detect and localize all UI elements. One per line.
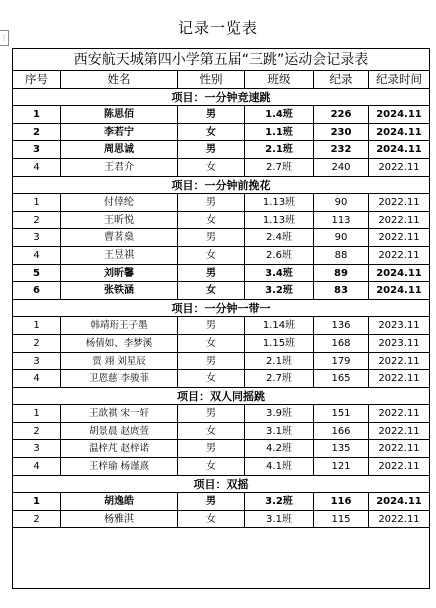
cell-class: 2.4班 [244, 229, 313, 246]
header-name: 姓名 [60, 71, 177, 88]
cell-gender: 男 [177, 353, 244, 370]
table-header-row [13, 71, 429, 89]
cell-no: 3 [33, 443, 40, 455]
cell-gender: 男 [177, 440, 244, 457]
cell-no: 3 [33, 144, 40, 156]
cell-gender: 男 [177, 405, 244, 422]
table-row [13, 247, 429, 265]
cell-name: 温梓芃 赵梓诺 [60, 440, 177, 457]
cell-class: 1.14班 [244, 317, 313, 334]
cell-gender: 男 [177, 265, 244, 282]
cell-class: 3.1班 [244, 511, 313, 528]
cell-time: 2022.11 [368, 370, 429, 387]
cell-gender: 男 [177, 194, 244, 211]
cell-gender: 女 [177, 159, 244, 176]
cell-time: 2022.11 [368, 212, 429, 229]
cell-class: 1.1班 [244, 124, 313, 141]
table-row [13, 229, 429, 247]
cell-name: 李若宁 [60, 124, 177, 141]
cell-record: 115 [313, 511, 368, 528]
cell-gender: 男 [177, 229, 244, 246]
header-record: 纪录 [313, 71, 368, 88]
empty-area [13, 528, 429, 608]
cell-record: 90 [313, 194, 368, 211]
cell-no: 2 [33, 513, 40, 525]
cell-record: 151 [313, 405, 368, 422]
cell-record: 168 [313, 335, 368, 352]
cell-name: 王梓瑜 杨谨熹 [60, 458, 177, 475]
cell-class: 3.2班 [244, 282, 313, 299]
cell-name: 胡逸皓 [60, 493, 177, 510]
cell-record: 116 [313, 493, 368, 510]
cell-name: 刘昕馨 [60, 265, 177, 282]
header-class: 班级 [244, 71, 313, 88]
cell-name: 王君介 [60, 159, 177, 176]
section-title: 项目：双人同摇跳 [13, 388, 429, 406]
cell-time: 2024.11 [368, 141, 429, 158]
table-row [13, 212, 429, 230]
cell-time: 2024.11 [368, 493, 429, 510]
cell-no: 3 [33, 232, 40, 244]
table-row [13, 353, 429, 371]
cell-record: 179 [313, 353, 368, 370]
cell-no: 1 [33, 320, 40, 332]
cell-record: 136 [313, 317, 368, 334]
cell-class: 2.1班 [244, 141, 313, 158]
cell-gender: 女 [177, 247, 244, 264]
table-row [13, 265, 429, 283]
cell-record: 166 [313, 423, 368, 440]
cell-time: 2022.11 [368, 229, 429, 246]
cell-time: 2024.11 [368, 265, 429, 282]
cell-record: 89 [313, 265, 368, 282]
section-title: 项目：一分钟竞速跳 [13, 89, 429, 107]
cell-gender: 女 [177, 458, 244, 475]
table-row [13, 317, 429, 335]
table-row [13, 141, 429, 159]
cell-class: 4.1班 [244, 458, 313, 475]
cell-time: 2023.11 [368, 317, 429, 334]
cell-record: 232 [313, 141, 368, 158]
paragraph-marker-icon[interactable]: ⋮ [0, 30, 9, 46]
cell-name: 韩靖珩王子墨 [60, 317, 177, 334]
cell-record: 83 [313, 282, 368, 299]
cell-name: 王歆祺 宋一轩 [60, 405, 177, 422]
section-title: 项目：双摇 [13, 476, 429, 494]
cell-class: 1.4班 [244, 106, 313, 123]
cell-time: 2022.11 [368, 440, 429, 457]
cell-class: 3.4班 [244, 265, 313, 282]
cell-name: 周思诚 [60, 141, 177, 158]
cell-time: 2023.11 [368, 335, 429, 352]
table-row [13, 159, 429, 177]
cell-class: 2.6班 [244, 247, 313, 264]
table-row [13, 405, 429, 423]
table-row [13, 440, 429, 458]
header-gender: 性别 [177, 71, 244, 88]
table-row [13, 458, 429, 476]
cell-name: 张铁涵 [60, 282, 177, 299]
page-title: 记录一览表 [177, 19, 258, 37]
cell-class: 3.9班 [244, 405, 313, 422]
table-row [13, 282, 429, 300]
cell-gender: 男 [177, 141, 244, 158]
cell-name: 胡景晨 赵庹萱 [60, 423, 177, 440]
cell-gender: 女 [177, 511, 244, 528]
cell-class: 1.13班 [244, 212, 313, 229]
cell-class: 2.7班 [244, 159, 313, 176]
cell-class: 3.2班 [244, 493, 313, 510]
table-row [13, 493, 429, 511]
cell-time: 2022.11 [368, 194, 429, 211]
cell-no: 2 [33, 337, 40, 349]
cell-no: 2 [33, 126, 40, 138]
table-body [13, 89, 429, 608]
table-row [13, 124, 429, 142]
cell-name: 杨雅淇 [60, 511, 177, 528]
cell-gender: 男 [177, 106, 244, 123]
header-no: 序号 [25, 72, 48, 86]
cell-record: 165 [313, 370, 368, 387]
cell-class: 1.13班 [244, 194, 313, 211]
cell-no: 6 [33, 285, 40, 297]
table-row [13, 194, 429, 212]
cell-class: 3.1班 [244, 423, 313, 440]
cell-gender: 女 [177, 370, 244, 387]
cell-no: 2 [33, 214, 40, 226]
table-row [13, 335, 429, 353]
cell-time: 2024.11 [368, 106, 429, 123]
cell-gender: 女 [177, 335, 244, 352]
cell-no: 1 [33, 109, 40, 121]
cell-time: 2022.11 [368, 405, 429, 422]
cell-no: 2 [33, 425, 40, 437]
cell-gender: 男 [177, 317, 244, 334]
cell-record: 226 [313, 106, 368, 123]
cell-class: 1.15班 [244, 335, 313, 352]
cell-record: 230 [313, 124, 368, 141]
cell-gender: 男 [177, 493, 244, 510]
cell-gender: 女 [177, 282, 244, 299]
cell-time: 2022.11 [368, 458, 429, 475]
cell-no: 4 [33, 373, 40, 385]
table-row [13, 511, 429, 529]
cell-time: 2022.11 [368, 423, 429, 440]
cell-no: 4 [33, 161, 40, 173]
cell-name: 卫恩慈 李骏菲 [60, 370, 177, 387]
table-title: 西安航天城第四小学第五届“三跳”运动会记录表 [13, 49, 429, 71]
cell-time: 2024.11 [368, 124, 429, 141]
cell-record: 135 [313, 440, 368, 457]
cell-name: 曹茗燊 [60, 229, 177, 246]
cell-time: 2022.11 [368, 511, 429, 528]
table-row [13, 106, 429, 124]
cell-no: 1 [33, 197, 40, 209]
cell-no: 4 [33, 249, 40, 261]
cell-class: 4.2班 [244, 440, 313, 457]
record-table [12, 48, 430, 589]
cell-name: 王昕悦 [60, 212, 177, 229]
cell-record: 90 [313, 229, 368, 246]
cell-record: 121 [313, 458, 368, 475]
cell-gender: 女 [177, 124, 244, 141]
table-row [13, 370, 429, 388]
cell-record: 113 [313, 212, 368, 229]
cell-name: 贾 翊 刘星辰 [60, 353, 177, 370]
section-title: 项目：一分钟一带一 [13, 300, 429, 318]
cell-class: 2.7班 [244, 370, 313, 387]
cell-no: 1 [33, 496, 40, 508]
cell-no: 4 [33, 461, 40, 473]
cell-no: 1 [33, 408, 40, 420]
table-row [13, 423, 429, 441]
cell-time: 2022.11 [368, 159, 429, 176]
cell-time: 2022.11 [368, 353, 429, 370]
cell-class: 2.1班 [244, 353, 313, 370]
cell-gender: 女 [177, 423, 244, 440]
header-record-time: 纪录时间 [368, 71, 429, 88]
cell-name: 王昱祺 [60, 247, 177, 264]
cell-gender: 女 [177, 212, 244, 229]
section-title: 项目：一分钟前挽花 [13, 177, 429, 195]
cell-time: 2024.11 [368, 282, 429, 299]
cell-time: 2022.11 [368, 247, 429, 264]
cell-record: 88 [313, 247, 368, 264]
cell-name: 付倖纶 [60, 194, 177, 211]
cell-name: 杨倩如、李梦溪 [60, 335, 177, 352]
cell-record: 240 [313, 159, 368, 176]
cell-no: 3 [33, 355, 40, 367]
cell-no: 5 [33, 267, 40, 279]
cell-name: 陈思佰 [60, 106, 177, 123]
